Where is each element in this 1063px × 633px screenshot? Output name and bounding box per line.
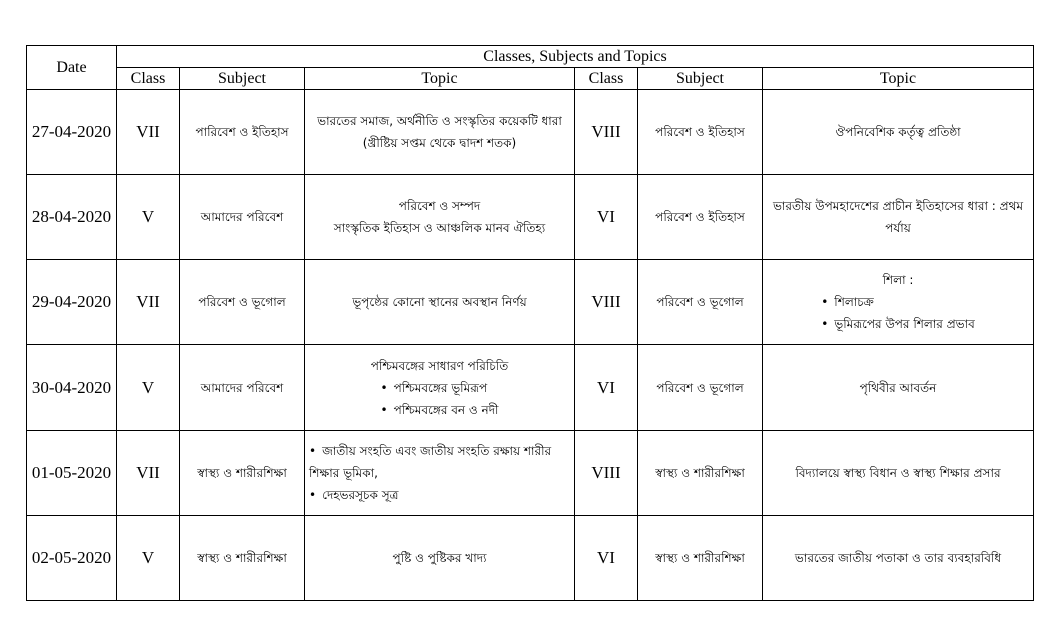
table-row <box>27 430 1034 515</box>
row-class-left: V <box>117 345 180 430</box>
row-date: 29-04-2020 <box>27 260 117 345</box>
row-class-right: VIII <box>575 90 638 175</box>
row-date: 27-04-2020 <box>27 90 117 175</box>
row-subject-left: স্বাস্থ্য ও শারীরশিক্ষা <box>180 515 305 600</box>
row-topic-left <box>305 515 575 600</box>
row-class-left: VII <box>117 260 180 345</box>
row-topic-left <box>305 175 575 260</box>
row-subject-left: স্বাস্থ্য ও শারীরশিক্ষা <box>180 430 305 515</box>
row-class-right: VI <box>575 175 638 260</box>
topic-line: পুষ্টি ও পুষ্টিকর খাদ্য <box>392 550 487 565</box>
table-row <box>27 175 1034 260</box>
row-topic-right <box>763 90 1034 175</box>
topic-line: বিদ্যালয়ে স্বাস্থ্য বিধান ও স্বাস্থ্য শিক্ষার প্রসার <box>795 465 1001 480</box>
row-topic-right <box>763 260 1034 345</box>
header-subject-right: Subject <box>638 68 763 90</box>
row-topic-left <box>305 90 575 175</box>
topic-line: পৃথিবীর আবর্তন <box>859 380 937 395</box>
row-subject-right: পরিবেশ ও ভূগোল <box>638 260 763 345</box>
topic-line: শিলা : <box>882 273 914 288</box>
topic-line: পশ্চিমবঙ্গের সাধারণ পরিচিতি <box>370 358 509 373</box>
row-topic-left <box>305 260 575 345</box>
row-topic-right <box>763 175 1034 260</box>
topic-line: সাংস্কৃতিক ইতিহাস ও আঞ্চলিক মানব ঐতিহ্য <box>333 221 546 236</box>
row-subject-left: আমাদের পরিবেশ <box>180 175 305 260</box>
header-group-title: Classes, Subjects and Topics <box>117 46 1034 68</box>
row-class-left: VII <box>117 90 180 175</box>
row-date: 28-04-2020 <box>27 175 117 260</box>
row-subject-left: পরিবেশ ও ভূগোল <box>180 260 305 345</box>
row-class-right: VIII <box>575 260 638 345</box>
topic-bullet-item: • পশ্চিমবঙ্গের বন ও নদী <box>381 399 499 421</box>
row-class-left: V <box>117 175 180 260</box>
row-topic-right <box>763 515 1034 600</box>
topic-bullet-item: • দেহভরসূচক সূত্র <box>309 484 570 506</box>
row-subject-right: স্বাস্থ্য ও শারীরশিক্ষা <box>638 430 763 515</box>
row-topic-right <box>763 345 1034 430</box>
topic-bullet-item: • পশ্চিমবঙ্গের ভূমিরূপ <box>381 377 499 399</box>
row-class-left: V <box>117 515 180 600</box>
row-subject-right: পরিবেশ ও ভূগোল <box>638 345 763 430</box>
topic-line: ভারতের সমাজ, অর্থনীতি ও সংস্কৃতির কয়েকটি ধারা <box>317 114 562 129</box>
schedule-table <box>26 45 1034 601</box>
topic-line: পরিবেশ ও সম্পদ <box>398 199 481 214</box>
row-date: 01-05-2020 <box>27 430 117 515</box>
topic-line: (খ্রীষ্টিয় সপ্তম থেকে দ্বাদশ শতক) <box>362 136 517 151</box>
topic-line: ভারতের জাতীয় পতাকা ও তার ব্যবহারবিধি <box>794 550 1002 565</box>
row-class-right: VIII <box>575 430 638 515</box>
row-class-left: VII <box>117 430 180 515</box>
row-topic-left <box>305 345 575 430</box>
header-date: Date <box>27 46 117 90</box>
header-class-right: Class <box>575 68 638 90</box>
row-subject-left: আমাদের পরিবেশ <box>180 345 305 430</box>
row-subject-right: পরিবেশ ও ইতিহাস <box>638 175 763 260</box>
row-class-right: VI <box>575 345 638 430</box>
topic-bullet-item: • শিলাচক্র <box>821 291 975 313</box>
row-subject-left: পারিবেশ ও ইতিহাস <box>180 90 305 175</box>
row-subject-right: স্বাস্থ্য ও শারীরশিক্ষা <box>638 515 763 600</box>
topic-line: ভূপৃষ্ঠের কোনো স্থানের অবস্থান নির্ণয় <box>352 295 527 310</box>
topic-bullet-item: • জাতীয় সংহতি এবং জাতীয় সংহতি রক্ষায় শারীর শিক্ষার ভূমিকা, <box>309 440 570 484</box>
topic-bullet-item: • ভূমিরূপের উপর শিলার প্রভাব <box>821 313 975 335</box>
table-row <box>27 515 1034 600</box>
header-topic-left: Topic <box>305 68 575 90</box>
topic-line: ঔপনিবেশিক কর্তৃত্ব প্রতিষ্ঠা <box>835 125 961 140</box>
header-subject-left: Subject <box>180 68 305 90</box>
row-topic-right <box>763 430 1034 515</box>
row-date: 30-04-2020 <box>27 345 117 430</box>
table-row <box>27 90 1034 175</box>
topic-bullet-list <box>821 291 975 335</box>
table-row <box>27 345 1034 430</box>
row-class-right: VI <box>575 515 638 600</box>
topic-bullet-list <box>381 377 499 421</box>
row-subject-right: পরিবেশ ও ইতিহাস <box>638 90 763 175</box>
topic-bullet-list <box>309 440 570 506</box>
row-date: 02-05-2020 <box>27 515 117 600</box>
header-topic-right: Topic <box>763 68 1034 90</box>
header-class-left: Class <box>117 68 180 90</box>
row-topic-left <box>305 430 575 515</box>
table-row <box>27 260 1034 345</box>
topic-line: ভারতীয় উপমহাদেশের প্রাচীন ইতিহাসের ধারা : প্রথম পর্যায় <box>772 199 1024 236</box>
